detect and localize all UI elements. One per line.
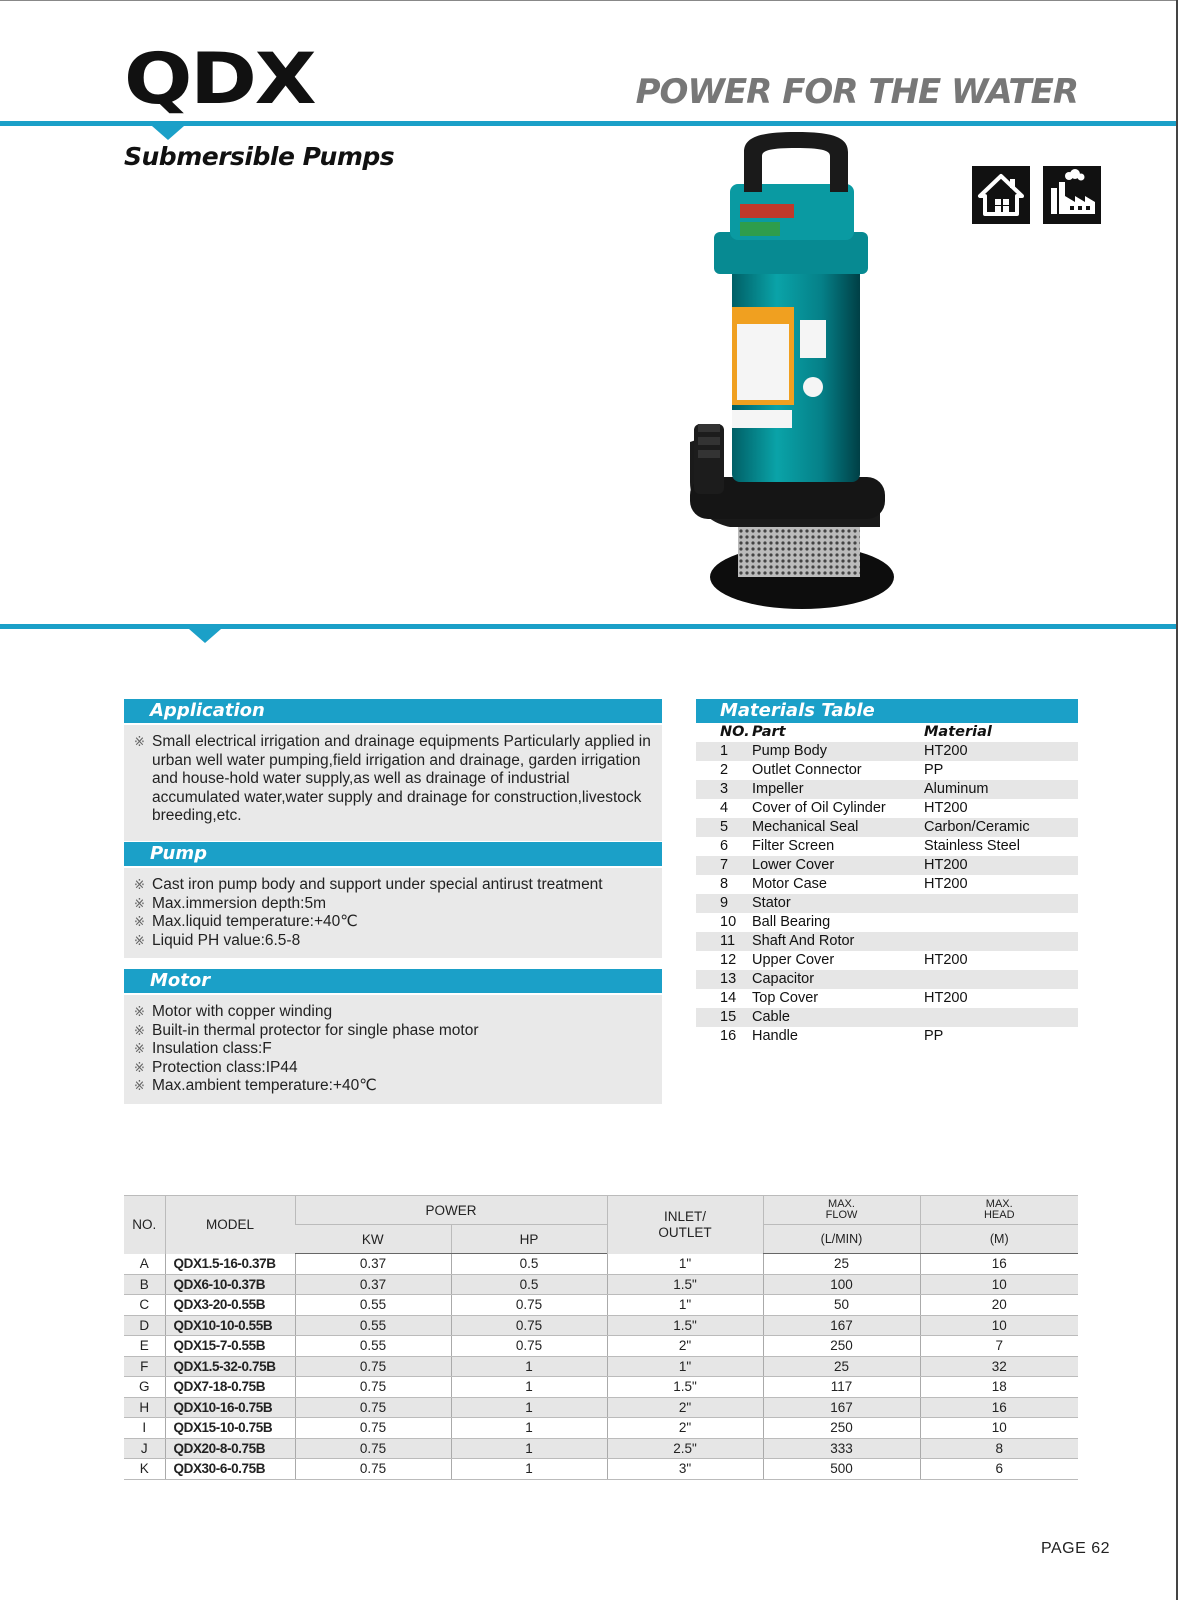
materials-header-no: NO. <box>720 724 750 740</box>
spec-cell-no: E <box>124 1336 165 1357</box>
spec-cell-flow: 250 <box>763 1336 920 1357</box>
spec-cell-no: D <box>124 1315 165 1336</box>
table-row <box>124 1397 1078 1418</box>
pump-section <box>124 842 662 958</box>
materials-no: 10 <box>720 914 737 930</box>
spec-cell-inlet: 1.5" <box>607 1274 763 1295</box>
materials-no: 7 <box>720 857 729 873</box>
materials-material: PP <box>924 762 944 778</box>
table-row <box>124 1254 1078 1275</box>
motor-item <box>134 1059 652 1078</box>
section-divider-notch <box>189 629 221 643</box>
spec-cell-head: 8 <box>920 1438 1078 1459</box>
spec-cell-hp: 1 <box>451 1459 607 1480</box>
materials-part: Top Cover <box>752 990 819 1006</box>
section-divider <box>0 624 1176 629</box>
spec-cell-head: 32 <box>920 1356 1078 1377</box>
spec-cell-no: K <box>124 1459 165 1480</box>
materials-row <box>696 1008 1078 1027</box>
spec-cell-head: 16 <box>920 1397 1078 1418</box>
materials-no: 11 <box>720 933 736 949</box>
spec-cell-model: QDX20-8-0.75B <box>165 1438 295 1459</box>
spec-cell-inlet: 3" <box>607 1459 763 1480</box>
spec-cell-head: 18 <box>920 1377 1078 1398</box>
materials-material: Aluminum <box>924 781 989 797</box>
materials-row <box>696 932 1078 951</box>
materials-material: Stainless Steel <box>924 838 1020 854</box>
spec-header-kw: KW <box>295 1225 451 1254</box>
spec-cell-flow: 333 <box>763 1438 920 1459</box>
spec-cell-kw: 0.75 <box>295 1377 451 1398</box>
spec-cell-inlet: 1" <box>607 1254 763 1275</box>
spec-cell-model: QDX15-10-0.75B <box>165 1418 295 1439</box>
house-icon <box>972 166 1030 224</box>
spec-cell-head: 10 <box>920 1274 1078 1295</box>
spec-cell-kw: 0.55 <box>295 1295 451 1316</box>
materials-no: 13 <box>720 971 737 987</box>
spec-cell-kw: 0.75 <box>295 1397 451 1418</box>
spec-cell-flow: 25 <box>763 1254 920 1275</box>
motor-item <box>134 1003 652 1022</box>
materials-row <box>696 856 1078 875</box>
materials-no: 14 <box>720 990 737 1006</box>
spec-cell-flow: 167 <box>763 1397 920 1418</box>
spec-cell-no: H <box>124 1397 165 1418</box>
materials-material: HT200 <box>924 952 968 968</box>
materials-row <box>696 1027 1078 1046</box>
spec-table <box>124 1195 1078 1480</box>
bullet-mark: ※ <box>134 877 145 892</box>
pump-item-text: Liquid PH value:6.5-8 <box>152 931 301 949</box>
spec-cell-hp: 0.75 <box>451 1336 607 1357</box>
materials-rows <box>696 742 1078 1046</box>
pump-item <box>134 932 652 951</box>
materials-no: 12 <box>720 952 737 968</box>
materials-part: Pump Body <box>752 743 827 759</box>
materials-no: 2 <box>720 762 729 778</box>
spec-cell-head: 10 <box>920 1315 1078 1336</box>
pump-illustration <box>690 132 930 617</box>
materials-part: Impeller <box>752 781 804 797</box>
application-body <box>124 725 662 841</box>
header-divider-notch <box>152 126 184 140</box>
materials-material: HT200 <box>924 876 968 892</box>
materials-material: HT200 <box>924 990 968 1006</box>
materials-row <box>696 951 1078 970</box>
spec-cell-kw: 0.37 <box>295 1254 451 1275</box>
pump-item-text: Max.liquid temperature:+40℃ <box>152 913 358 930</box>
motor-item <box>134 1022 652 1041</box>
materials-part: Stator <box>752 895 791 911</box>
materials-no: 6 <box>720 838 729 854</box>
materials-row <box>696 837 1078 856</box>
table-row <box>124 1295 1078 1316</box>
materials-no: 3 <box>720 781 729 797</box>
pump-item <box>134 913 652 932</box>
spec-cell-kw: 0.75 <box>295 1418 451 1439</box>
spec-header-head <box>920 1196 1078 1225</box>
materials-row <box>696 913 1078 932</box>
pump-item-text: Cast iron pump body and support under special antirust treatment <box>152 876 603 893</box>
application-heading: Application <box>124 699 662 723</box>
spec-cell-model: QDX10-16-0.75B <box>165 1397 295 1418</box>
materials-part: Motor Case <box>752 876 827 892</box>
bullet-mark: ※ <box>134 932 145 948</box>
spec-cell-hp: 1 <box>451 1418 607 1439</box>
motor-item-text: Insulation class:F <box>152 1040 272 1057</box>
materials-part: Cover of Oil Cylinder <box>752 800 886 816</box>
spec-header-head-unit: (M) <box>920 1225 1078 1254</box>
table-row <box>124 1274 1078 1295</box>
materials-part: Handle <box>752 1028 798 1044</box>
application-text: Small electrical irrigation and drainage equipments Particularly applied in urban well water pumping,field irrigation and drainage, garden irrigation and house-hold water supply,as well as drainage of industrial accumulated water,water supply and drainage for construction,livestock breeding,etc. <box>152 733 651 824</box>
spec-cell-inlet: 1.5" <box>607 1315 763 1336</box>
spec-header-hp: HP <box>451 1225 607 1254</box>
materials-row <box>696 875 1078 894</box>
materials-heading: Materials Table <box>696 699 1078 723</box>
page-number: PAGE 62 <box>1040 1540 1110 1557</box>
materials-part: Mechanical Seal <box>752 819 859 835</box>
motor-item <box>134 1040 652 1059</box>
materials-no: 16 <box>720 1028 737 1044</box>
materials-part: Cable <box>752 1009 790 1025</box>
spec-header-inlet-top: INLET/ <box>663 1208 706 1224</box>
motor-item <box>134 1077 652 1096</box>
materials-row <box>696 970 1078 989</box>
spec-cell-hp: 0.5 <box>451 1274 607 1295</box>
materials-header-row <box>696 723 1078 742</box>
spec-cell-head: 7 <box>920 1336 1078 1357</box>
spec-cell-flow: 167 <box>763 1315 920 1336</box>
spec-cell-kw: 0.55 <box>295 1336 451 1357</box>
spec-header-flow-unit: (L/MIN) <box>763 1225 920 1254</box>
spec-cell-kw: 0.37 <box>295 1274 451 1295</box>
motor-item-text: Protection class:IP44 <box>152 1058 298 1076</box>
spec-cell-model: QDX7-18-0.75B <box>165 1377 295 1398</box>
bullet-mark: ※ <box>134 914 145 929</box>
spec-cell-no: A <box>124 1254 165 1275</box>
factory-icon <box>1043 166 1101 224</box>
pump-body <box>124 868 662 958</box>
spec-cell-model: QDX15-7-0.55B <box>165 1336 295 1357</box>
bullet-mark: ※ <box>134 1022 145 1038</box>
spec-cell-inlet: 2" <box>607 1336 763 1357</box>
spec-cell-hp: 0.75 <box>451 1295 607 1316</box>
spec-cell-hp: 1 <box>451 1397 607 1418</box>
spec-cell-head: 10 <box>920 1418 1078 1439</box>
bullet-mark: ※ <box>134 1059 145 1075</box>
materials-row <box>696 989 1078 1008</box>
spec-header-flow-top: MAX. <box>828 1198 855 1210</box>
pump-item <box>134 876 652 895</box>
spec-cell-flow: 100 <box>763 1274 920 1295</box>
spec-table-body <box>124 1254 1078 1480</box>
materials-row <box>696 761 1078 780</box>
spec-cell-kw: 0.75 <box>295 1356 451 1377</box>
table-row <box>124 1418 1078 1439</box>
materials-material <box>924 970 1078 989</box>
materials-no: 4 <box>720 800 729 816</box>
spec-cell-no: G <box>124 1377 165 1398</box>
materials-no: 8 <box>720 876 729 892</box>
materials-no: 5 <box>720 819 729 835</box>
materials-material: PP <box>924 1028 944 1044</box>
bullet-mark: ※ <box>134 1041 145 1056</box>
spec-cell-inlet: 1.5" <box>607 1377 763 1398</box>
materials-material: HT200 <box>924 857 968 873</box>
spec-cell-inlet: 2" <box>607 1418 763 1439</box>
spec-cell-model: QDX10-10-0.55B <box>165 1315 295 1336</box>
pump-item-text: Max.immersion depth:5m <box>152 894 327 912</box>
application-section <box>124 699 662 841</box>
materials-part: Capacitor <box>752 971 815 987</box>
materials-row <box>696 742 1078 761</box>
spec-cell-flow: 250 <box>763 1418 920 1439</box>
table-row <box>124 1336 1078 1357</box>
spec-cell-inlet: 2" <box>607 1397 763 1418</box>
spec-cell-head: 20 <box>920 1295 1078 1316</box>
spec-header-flow <box>763 1196 920 1225</box>
materials-row <box>696 894 1078 913</box>
spec-cell-kw: 0.75 <box>295 1438 451 1459</box>
spec-cell-head: 6 <box>920 1459 1078 1480</box>
materials-row <box>696 799 1078 818</box>
motor-item-text: Motor with copper winding <box>152 1003 333 1020</box>
spec-header-flow-bottom: FLOW <box>825 1209 858 1221</box>
spec-header-inlet <box>607 1196 763 1254</box>
spec-cell-flow: 500 <box>763 1459 920 1480</box>
table-row <box>124 1356 1078 1377</box>
spec-header-no: NO. <box>124 1196 165 1254</box>
materials-material <box>924 932 1078 951</box>
tagline: POWER FOR THE WATER <box>635 72 1078 112</box>
materials-material: Carbon/Ceramic <box>924 819 1030 835</box>
materials-material <box>924 1008 1078 1027</box>
spec-cell-model: QDX30-6-0.75B <box>165 1459 295 1480</box>
spec-cell-kw: 0.75 <box>295 1459 451 1480</box>
materials-row <box>696 780 1078 799</box>
bullet-mark: ※ <box>134 1004 145 1019</box>
motor-item-text: Max.ambient temperature:+40℃ <box>152 1077 377 1094</box>
spec-cell-flow: 25 <box>763 1356 920 1377</box>
materials-part: Ball Bearing <box>752 914 831 930</box>
spec-cell-kw: 0.55 <box>295 1315 451 1336</box>
motor-heading: Motor <box>124 969 662 993</box>
spec-header-power: POWER <box>295 1196 607 1225</box>
bullet-mark: ※ <box>134 1078 145 1093</box>
spec-cell-no: J <box>124 1438 165 1459</box>
materials-header-part: Part <box>752 724 786 740</box>
materials-header-material: Material <box>924 724 992 740</box>
page-subtitle: Submersible Pumps <box>124 142 395 171</box>
spec-cell-model: QDX6-10-0.37B <box>165 1274 295 1295</box>
materials-part: Shaft And Rotor <box>752 933 855 949</box>
application-item <box>134 733 652 826</box>
materials-no: 15 <box>720 1009 737 1025</box>
motor-section <box>124 969 662 1104</box>
spec-cell-model: QDX1.5-16-0.37B <box>165 1254 295 1275</box>
materials-material: HT200 <box>924 743 968 759</box>
pump-heading: Pump <box>124 842 662 866</box>
spec-header-head-top: MAX. <box>985 1198 1013 1210</box>
motor-body <box>124 995 662 1104</box>
materials-part: Lower Cover <box>752 857 835 873</box>
spec-cell-head: 16 <box>920 1254 1078 1275</box>
materials-table <box>696 699 1078 1046</box>
table-row <box>124 1377 1078 1398</box>
spec-header-outlet: OUTLET <box>658 1224 712 1240</box>
table-row <box>124 1315 1078 1336</box>
spec-cell-inlet: 2.5" <box>607 1438 763 1459</box>
spec-cell-model: QDX3-20-0.55B <box>165 1295 295 1316</box>
spec-cell-no: B <box>124 1274 165 1295</box>
bullet-mark: ※ <box>134 734 145 749</box>
bullet-mark: ※ <box>134 895 145 911</box>
spec-cell-no: C <box>124 1295 165 1316</box>
materials-row <box>696 818 1078 837</box>
materials-material: HT200 <box>924 800 968 816</box>
spec-cell-no: I <box>124 1418 165 1439</box>
spec-cell-inlet: 1" <box>607 1356 763 1377</box>
spec-cell-inlet: 1" <box>607 1295 763 1316</box>
materials-material <box>924 913 1078 932</box>
materials-no: 1 <box>720 743 729 759</box>
materials-material <box>924 894 1078 913</box>
materials-no: 9 <box>720 895 729 911</box>
spec-cell-hp: 1 <box>451 1438 607 1459</box>
spec-cell-hp: 1 <box>451 1356 607 1377</box>
materials-part: Upper Cover <box>752 952 835 968</box>
spec-cell-model: QDX1.5-32-0.75B <box>165 1356 295 1377</box>
spec-cell-no: F <box>124 1356 165 1377</box>
materials-part: Filter Screen <box>752 838 835 854</box>
spec-cell-flow: 117 <box>763 1377 920 1398</box>
spec-header-head-bottom: HEAD <box>983 1209 1015 1221</box>
pump-item <box>134 895 652 914</box>
spec-cell-hp: 1 <box>451 1377 607 1398</box>
spec-header-model: MODEL <box>165 1196 295 1254</box>
table-row <box>124 1438 1078 1459</box>
materials-part: Outlet Connector <box>752 762 862 778</box>
spec-cell-hp: 0.75 <box>451 1315 607 1336</box>
spec-cell-flow: 50 <box>763 1295 920 1316</box>
brand-logo: QDX <box>124 38 315 120</box>
spec-cell-hp: 0.5 <box>451 1254 607 1275</box>
motor-item-text: Built-in thermal protector for single phase motor <box>152 1021 479 1039</box>
page-border-top <box>0 0 1178 1</box>
table-row <box>124 1459 1078 1480</box>
